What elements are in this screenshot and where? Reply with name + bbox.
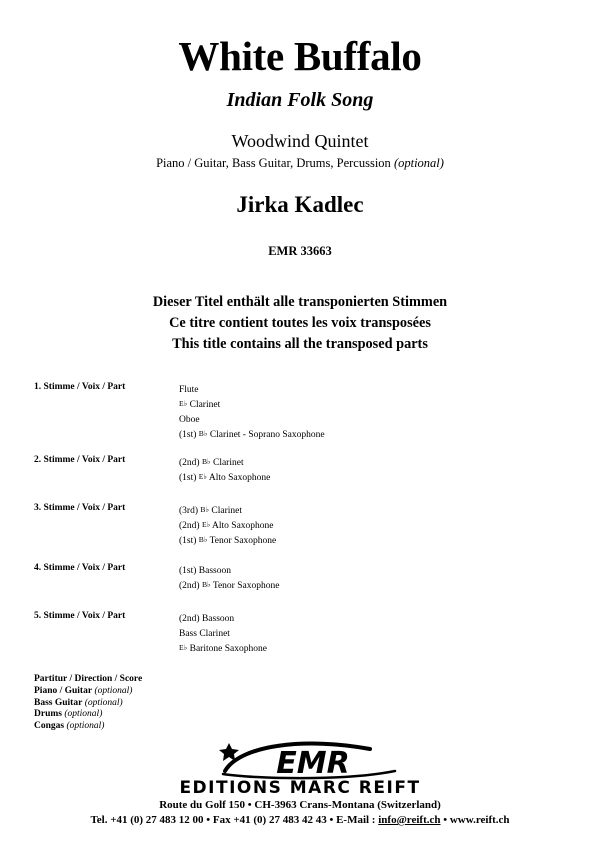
score-item: Piano / Guitar (optional) bbox=[34, 685, 133, 696]
instrument-line: (2nd) B♭ Tenor Saxophone bbox=[179, 580, 280, 591]
ensemble: Woodwind Quintet bbox=[231, 131, 369, 151]
instrument-line: (1st) E♭ Alto Saxophone bbox=[179, 472, 271, 483]
part-1-instruments bbox=[179, 382, 325, 442]
accompaniment-text: Piano / Guitar, Bass Guitar, Drums, Percussion bbox=[156, 156, 391, 170]
score-item: Drums (optional) bbox=[34, 709, 103, 720]
publisher-name: EDITIONS MARC REIFT bbox=[179, 778, 421, 798]
instrument-line: (1st) Bassoon bbox=[179, 566, 231, 576]
instrument-line: Oboe bbox=[179, 415, 200, 425]
catalog-number: EMR 33663 bbox=[268, 244, 332, 258]
instrument-line: Flute bbox=[179, 385, 199, 395]
instrument-line: (2nd) B♭ Clarinet bbox=[179, 457, 244, 468]
piece-title: White Buffalo bbox=[178, 33, 422, 79]
part-2-instruments bbox=[179, 455, 270, 485]
instrument-line: (1st) B♭ Clarinet - Soprano Saxophone bbox=[179, 429, 325, 440]
score-item: Bass Guitar (optional) bbox=[34, 697, 123, 708]
instrument-line: (2nd) E♭ Alto Saxophone bbox=[179, 520, 274, 531]
score-item: Congas (optional) bbox=[34, 721, 105, 732]
score-item: Partitur / Direction / Score bbox=[34, 674, 143, 684]
accompaniment-optional: (optional) bbox=[393, 156, 444, 170]
piece-subtitle: Indian Folk Song bbox=[226, 89, 374, 111]
part-4-label: 4. Stimme / Voix / Part bbox=[34, 563, 126, 573]
notice-german: Dieser Titel enthält alle transponierten Stimmen bbox=[152, 294, 448, 310]
publisher-address: Route du Golf 150 • CH-3963 Crans-Montana (Switzerland) bbox=[159, 799, 441, 811]
accompaniment-line bbox=[0, 156, 600, 171]
instrument-line: (3rd) B♭ Clarinet bbox=[179, 505, 243, 516]
part-2-label: 2. Stimme / Voix / Part bbox=[34, 455, 126, 465]
notice-french: Ce titre contient toutes les voix transposées bbox=[169, 315, 431, 331]
composer: Jirka Kadlec bbox=[236, 192, 364, 217]
instrument-line: E♭ Clarinet bbox=[179, 399, 221, 410]
part-1-label: 1. Stimme / Voix / Part bbox=[34, 382, 126, 392]
contact-website: • www.reift.ch bbox=[440, 814, 510, 826]
part-5-label: 5. Stimme / Voix / Part bbox=[34, 611, 126, 621]
svg-text:EMR: EMR bbox=[276, 746, 350, 781]
email-link[interactable]: info@reift.ch bbox=[378, 814, 441, 826]
instrument-line: E♭ Baritone Saxophone bbox=[179, 643, 267, 654]
publisher-contact bbox=[0, 814, 600, 826]
contact-phone-fax: Tel. +41 (0) 27 483 12 00 • Fax +41 (0) 27 483 42 43 • E-Mail : bbox=[90, 814, 379, 826]
instrument-line: (2nd) Bassoon bbox=[179, 614, 235, 624]
part-3-label: 3. Stimme / Voix / Part bbox=[34, 503, 126, 513]
instrument-line: Bass Clarinet bbox=[179, 629, 230, 639]
notice-english: This title contains all the transposed parts bbox=[172, 336, 428, 352]
part-5-instruments bbox=[179, 611, 267, 656]
instrument-line: (1st) B♭ Tenor Saxophone bbox=[179, 535, 277, 546]
part-4-instruments bbox=[179, 563, 279, 593]
score-list bbox=[34, 674, 142, 733]
part-3-instruments bbox=[179, 503, 276, 548]
